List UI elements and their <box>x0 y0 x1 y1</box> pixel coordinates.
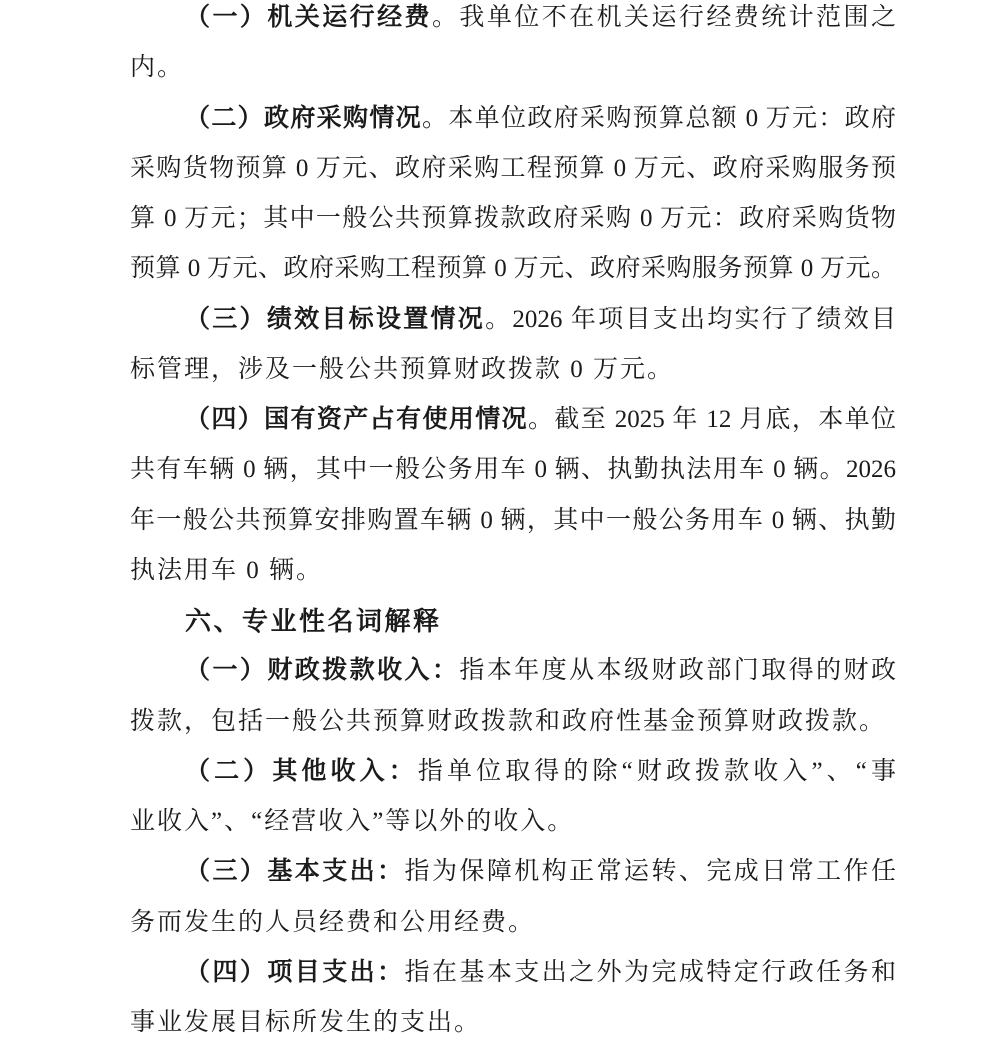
paragraph-text: 事业发展目标所发生的支出。 <box>130 1009 482 1036</box>
doc-line <box>130 445 896 495</box>
paragraph-lead: （三）绩效目标设置情况 <box>185 305 486 333</box>
doc-line <box>130 697 896 747</box>
section-heading-text: 六、专业性名词解释 <box>185 606 442 636</box>
paragraph-text: 。2026 年项目支出均实行了绩效目 <box>485 305 896 333</box>
paragraph-lead: （四）国有资产占有使用情况 <box>185 406 528 433</box>
paragraph-text: 算 0 万元；其中一般公共预算拨款政府采购 0 万元：政府采购货物 <box>130 205 896 232</box>
doc-line <box>130 646 896 696</box>
doc-line <box>130 345 896 395</box>
paragraph-text: 指为保障机构正常运转、完成日常工作任 <box>404 858 896 886</box>
paragraph-lead: （二）其他收入： <box>185 757 418 785</box>
paragraph-text: 。截至 2025 年 12 月底，本单位 <box>528 406 896 433</box>
doc-line <box>130 898 896 948</box>
paragraph-text: 内。 <box>130 54 185 82</box>
paragraph-lead: （二）政府采购情况 <box>185 104 422 132</box>
document-page <box>130 0 896 1048</box>
paragraph-text: 预算 0 万元、政府采购工程预算 0 万元、政府采购服务预算 0 万元。 <box>130 255 896 283</box>
paragraph-text: 指单位取得的除“财政拨款收入”、“事 <box>417 757 896 785</box>
doc-line <box>130 395 896 445</box>
doc-line <box>130 948 896 998</box>
doc-line <box>130 797 896 847</box>
paragraph-text: 年一般公共预算安排购置车辆 0 辆，其中一般公务用车 0 辆、执勤 <box>130 506 896 534</box>
doc-line <box>130 496 896 546</box>
paragraph-text: 采购货物预算 0 万元、政府采购工程预算 0 万元、政府采购服务预 <box>130 154 896 182</box>
doc-line <box>130 747 896 797</box>
paragraph-text: 共有车辆 0 辆，其中一般公务用车 0 辆、执勤执法用车 0 辆。2026 <box>130 456 896 484</box>
section-heading <box>130 596 896 646</box>
paragraph-text: 指本年度从本级财政部门取得的财政 <box>459 657 896 685</box>
paragraph-lead: （三）基本支出： <box>185 858 405 886</box>
paragraph-text: 指在基本支出之外为完成特定行政任务和 <box>404 958 896 986</box>
doc-line <box>130 194 896 244</box>
paragraph-lead: （四）项目支出： <box>185 958 405 986</box>
doc-line <box>130 94 896 144</box>
paragraph-text: 。我单位不在机关运行经费统计范围之 <box>431 4 896 31</box>
doc-line <box>130 0 896 43</box>
paragraph-text: 业收入”、“经营收入”等以外的收入。 <box>130 808 575 835</box>
doc-line <box>130 43 896 93</box>
doc-line <box>130 244 896 294</box>
doc-line <box>130 144 896 194</box>
paragraph-text: 标管理，涉及一般公共预算财政拨款 0 万元。 <box>130 355 675 383</box>
doc-line <box>130 546 896 596</box>
doc-line <box>130 295 896 345</box>
paragraph-text: 拨款，包括一般公共预算财政拨款和政府性基金预算财政拨款。 <box>130 707 887 735</box>
paragraph-lead: （一）机关运行经费 <box>185 4 432 31</box>
doc-line <box>130 847 896 897</box>
paragraph-lead: （一）财政拨款收入： <box>185 657 460 685</box>
doc-line <box>130 998 896 1048</box>
paragraph-text: 务而发生的人员经费和公用经费。 <box>130 908 536 936</box>
paragraph-text: 执法用车 0 辆。 <box>130 556 324 584</box>
paragraph-text: 。本单位政府采购预算总额 0 万元：政府 <box>422 104 896 132</box>
